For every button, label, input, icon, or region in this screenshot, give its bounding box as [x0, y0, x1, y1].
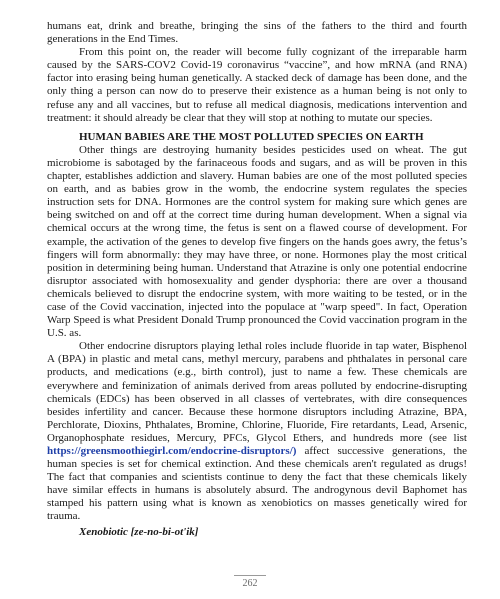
glossary-term: Xenobiotic [ze-no-bi-ot'ik] — [79, 525, 199, 538]
page-number: 262 — [242, 578, 258, 589]
body-text — [47, 20, 467, 539]
footer-divider — [234, 575, 266, 576]
endocrine-disruptors-link[interactable]: https://greensmoothiegirl.com/endocrine-disruptors/) — [47, 445, 297, 457]
paragraph-disruptors — [47, 340, 467, 523]
paragraph-disruptors-text-cont: affect successive generations, the human species is set for chemical extinction. And these chemicals aren't regulated as drugs! The fact that companies and scientists continue to deny the fact that these chemicals likely have similar effects in humans is absolutely absurd. The androgynous devil Baphomet has stamped his pattern using what is known as xenobiotics on masses genetically wired for trauma. — [47, 445, 467, 523]
paragraph-continuation: humans eat, drink and breathe, bringing the sins of the fathers to the third and fourth generations in the End Times. — [47, 20, 467, 46]
paragraph-harm: From this point on, the reader will become fully cognizant of the irreparable harm caused by the SARS-COV2 Covid-19 coronavirus “vaccine”, and how mRNA (and RNA) factor into erasing being human genetically. A stacked deck of damage has been done, and the only thing a person can now do to preserve their existence as a human being is not only to refuse any and all vaccines, but to refuse all medical diagnosis, medications intervention and treatment: it should already be clear that they will stop at nothing to mutate our species. — [47, 46, 467, 124]
section-heading: HUMAN BABIES ARE THE MOST POLLUTED SPECIES ON EARTH — [79, 130, 424, 143]
paragraph-disruptors-text: Other endocrine disruptors playing lethal roles include fluoride in tap water, Bisphenol A (BPA) in plastic and metal cans, methyl mercury, parabens and phthalates in personal care products, and medications (e.g., birth control), just to name a few. These chemicals are everywhere and feminization of animals derived from areas polluted by endocrine-disrupting chemicals (EDCs) has been observed in all classes of vertebrates, with dire consequences besides infertility and cancer. Because these hormone disruptors including Atrazine, BPA, Perchlorate, Dioxins, Phthalates, Bromine, Chlorine, Fluoride, Fire retardants, Lead, Arsenic, Organophosphate residues, Mercury, PFCs, Glycol Ethers, and hundreds more (see list — [47, 340, 467, 444]
paragraph-babies: Other things are destroying humanity besides pesticides used on wheat. The gut microbiome is sabotaged by the farinaceous foods and sugars, and as will be proven in this chapter, establishes addiction and slavery. Human babies are one of the most polluted species on earth, and as babies grow in the womb, the endocrine system regulates the species instruction sets for DNA. Hormones are the control system for making sure which genes are being switched on and off at the correct time during human development. When a signal via chemical occurs at the wrong time, the fetus is sent on a flawed course of development. For example, the activation of the genes to develop five fingers on the hands goes awry, the fetus’s fingers will form abnormally: they may have three, or none. Hormones play the most critical position in determining being human. Understand that Atrazine is only one potential endocrine disruptor associated with homosexuality and gender dysphoria: there are over a thousand chemicals believed to disrupt the endocrine system, with more waiting to be tested, or in the case of the Covid vaccination, injected into the populace at "warp speed". In fact, Operation Warp Speed is what President Donald Trump pronounced the Covid vaccination program in the U.S. as. — [47, 143, 467, 340]
